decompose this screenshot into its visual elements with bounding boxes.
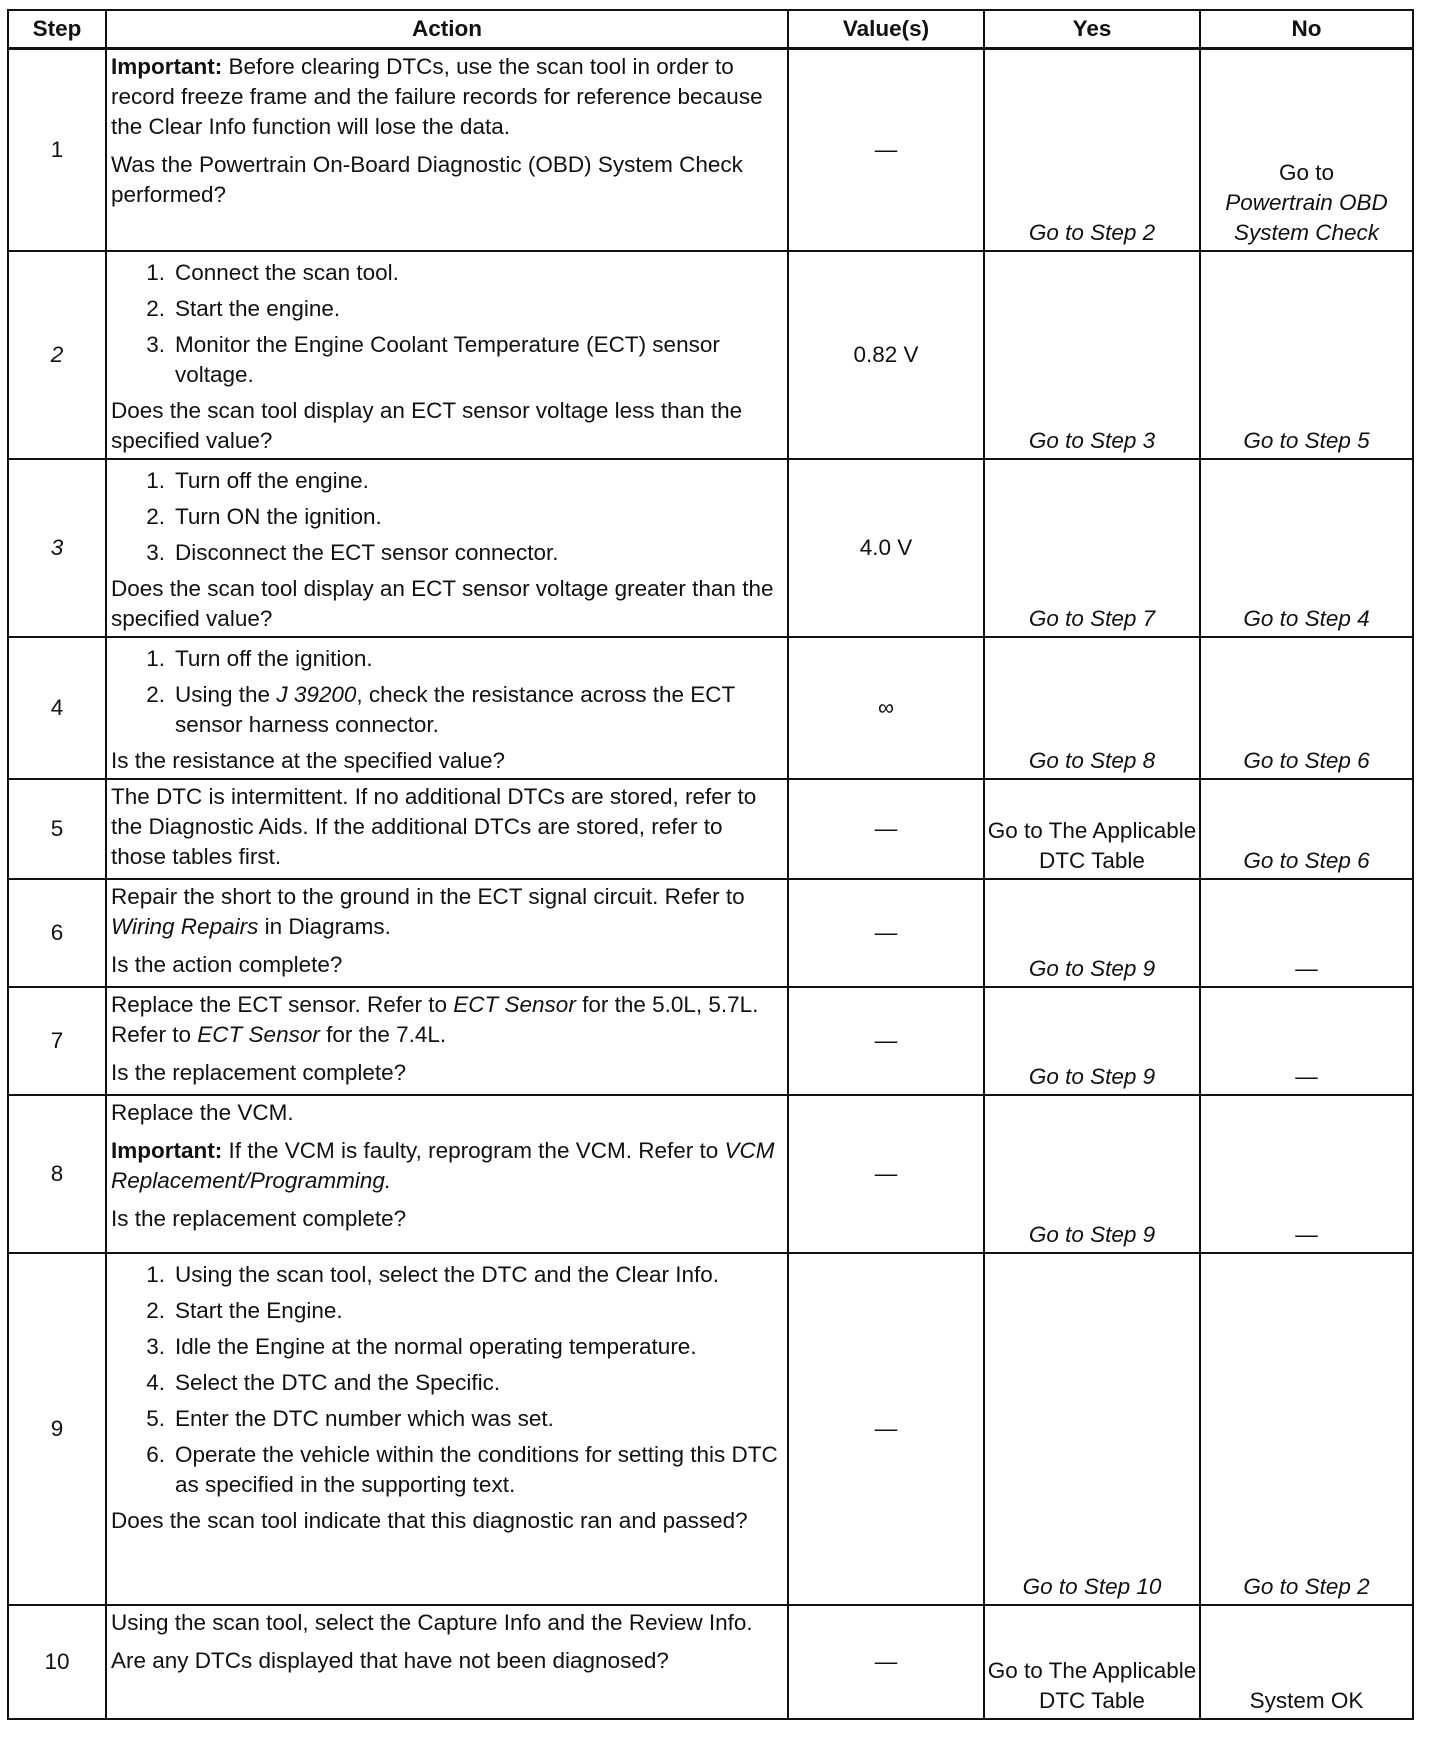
table-row — [8, 637, 1413, 779]
action-text: The DTC is intermittent. If no additional DTCs are stored, refer to the Diagnostic Aids. If the additional DTCs are stored, refer to those tables first. — [111, 783, 757, 869]
tool-link[interactable]: J 39200 — [276, 681, 357, 707]
no-prefix: Go to — [1278, 159, 1335, 185]
header-action: Action — [106, 10, 788, 49]
question: Does the scan tool display an ECT sensor voltage greater than the specified value? — [111, 575, 774, 631]
step-list — [111, 644, 783, 740]
yes-link[interactable]: Go to Step 10 — [984, 1253, 1200, 1605]
action-text: Repair the short to the ground in the ECT signal circuit. Refer to Wiring Repairs in Diagrams. — [111, 883, 745, 939]
list-item: 1. Connect the scan tool. — [146, 259, 399, 285]
question: Are any DTCs displayed that have not been diagnosed? — [111, 1647, 669, 1673]
no-link[interactable]: Go to Step 5 — [1200, 251, 1413, 459]
table-row — [8, 251, 1413, 459]
table-row — [8, 1253, 1413, 1605]
value-cell: ∞ — [788, 637, 984, 779]
yes-link[interactable]: Go to Step 9 — [984, 1095, 1200, 1253]
list-item: 5. Enter the DTC number which was set. — [146, 1405, 554, 1431]
important-label: Important: — [111, 54, 223, 79]
value-cell: — — [788, 1253, 984, 1605]
yes-link[interactable]: Go to Step 8 — [984, 637, 1200, 779]
step-number: 10 — [8, 1605, 106, 1719]
header-values: Value(s) — [788, 10, 984, 49]
value-cell: 0.82 V — [788, 251, 984, 459]
action-cell — [106, 1095, 788, 1253]
question: Is the action complete? — [111, 951, 343, 977]
action-cell — [106, 637, 788, 779]
question: Is the replacement complete? — [111, 1059, 407, 1085]
no-link[interactable]: Go to Step 4 — [1200, 459, 1413, 637]
important-note — [111, 52, 783, 142]
value-cell: — — [788, 879, 984, 987]
step-number: 7 — [8, 987, 106, 1095]
question: Is the replacement complete? — [111, 1205, 407, 1231]
question: Does the scan tool display an ECT sensor voltage less than the specified value? — [111, 397, 743, 453]
no-link[interactable]: Go to Step 6 — [1200, 637, 1413, 779]
step-number: 3 — [8, 459, 106, 637]
yes-link[interactable]: Go to Step 7 — [984, 459, 1200, 637]
list-item: 2. Start the Engine. — [146, 1297, 343, 1323]
table-row — [8, 1605, 1413, 1719]
header-row — [8, 10, 1413, 49]
yes-link[interactable]: Go to Step 9 — [984, 879, 1200, 987]
table-row — [8, 459, 1413, 637]
yes-link[interactable]: Go to Step 9 — [984, 987, 1200, 1095]
question: Is the resistance at the specified value? — [111, 747, 505, 773]
action-cell — [106, 49, 788, 251]
action-text: Using the scan tool, select the Capture Info and the Review Info. — [111, 1609, 753, 1635]
table-row — [8, 879, 1413, 987]
step-number: 8 — [8, 1095, 106, 1253]
table-row — [8, 49, 1413, 251]
ect-sensor-link[interactable]: ECT Sensor — [453, 991, 576, 1017]
header-step: Step — [8, 10, 106, 49]
list-item: 3. Monitor the Engine Coolant Temperature (ECT) sensor voltage. — [146, 331, 720, 387]
action-cell — [106, 251, 788, 459]
table-row — [8, 987, 1413, 1095]
table-row — [8, 779, 1413, 879]
list-item: 3. Idle the Engine at the normal operating temperature. — [146, 1333, 697, 1359]
value-cell: — — [788, 1605, 984, 1719]
action-cell — [106, 879, 788, 987]
list-item: 2. Start the engine. — [146, 295, 341, 321]
list-item: 1. Using the scan tool, select the DTC and the Clear Info. — [146, 1261, 720, 1287]
important-label: Important: — [111, 1137, 223, 1163]
step-list — [111, 1260, 783, 1500]
header-no: No — [1200, 10, 1413, 49]
step-list — [111, 258, 783, 390]
step-number: 4 — [8, 637, 106, 779]
header-yes: Yes — [984, 10, 1200, 49]
action-cell — [106, 1605, 788, 1719]
no-link: — — [1200, 987, 1413, 1095]
diagnostic-table — [7, 9, 1414, 1720]
question: Was the Powertrain On-Board Diagnostic (OBD) System Check performed? — [111, 152, 743, 207]
action-cell — [106, 779, 788, 879]
step-number: 6 — [8, 879, 106, 987]
step-number: 9 — [8, 1253, 106, 1605]
yes-link[interactable]: Go to The Applicable DTC Table — [984, 779, 1200, 879]
no-link-text: Powertrain OBD System Check — [1225, 189, 1388, 245]
step-list — [111, 466, 783, 568]
list-item: 3. Disconnect the ECT sensor connector. — [146, 539, 559, 565]
vcm-programming-link[interactable]: VCM Replacement/Programming. — [111, 1137, 775, 1193]
step-number: 5 — [8, 779, 106, 879]
list-item: 2. Using the J 39200, check the resistance across the ECT sensor harness connector. — [146, 681, 735, 737]
action-cell — [106, 459, 788, 637]
step-number: 1 — [8, 49, 106, 251]
no-link[interactable] — [1200, 49, 1413, 251]
no-link[interactable]: Go to Step 6 — [1200, 779, 1413, 879]
value-cell: — — [788, 987, 984, 1095]
ect-sensor-link[interactable]: ECT Sensor — [197, 1021, 320, 1047]
yes-link[interactable]: Go to Step 2 — [984, 49, 1200, 251]
list-item: 6. Operate the vehicle within the conditions for setting this DTC as specified in the supporting text. — [146, 1441, 778, 1497]
value-cell: 4.0 V — [788, 459, 984, 637]
important-note: Important: If the VCM is faulty, reprogram the VCM. Refer to VCM Replacement/Programming. — [111, 1137, 775, 1193]
note-text: Before clearing DTCs, use the scan tool in order to record freeze frame and the failure records for reference because the Clear Info function will lose the data. — [111, 54, 763, 139]
action-text: Replace the VCM. — [111, 1099, 294, 1125]
question: Does the scan tool indicate that this diagnostic ran and passed? — [111, 1507, 748, 1533]
list-item: 2. Turn ON the ignition. — [146, 503, 382, 529]
value-cell: — — [788, 1095, 984, 1253]
action-cell — [106, 987, 788, 1095]
yes-link[interactable]: Go to The Applicable DTC Table — [984, 1605, 1200, 1719]
yes-link[interactable]: Go to Step 3 — [984, 251, 1200, 459]
list-item: 1. Turn off the engine. — [146, 467, 369, 493]
no-link: — — [1200, 1095, 1413, 1253]
value-cell: — — [788, 779, 984, 879]
list-item: 4. Select the DTC and the Specific. — [146, 1369, 501, 1395]
no-link: — — [1200, 879, 1413, 987]
no-link[interactable]: Go to Step 2 — [1200, 1253, 1413, 1605]
wiring-repairs-link[interactable]: Wiring Repairs — [111, 913, 259, 939]
value-cell: — — [788, 49, 984, 251]
step-number: 2 — [8, 251, 106, 459]
action-cell — [106, 1253, 788, 1605]
table-row — [8, 1095, 1413, 1253]
no-result: System OK — [1200, 1605, 1413, 1719]
list-item: 1. Turn off the ignition. — [146, 645, 373, 671]
action-text: Replace the ECT sensor. Refer to ECT Sensor for the 5.0L, 5.7L. Refer to ECT Sensor for the 7.4L. — [111, 991, 759, 1047]
